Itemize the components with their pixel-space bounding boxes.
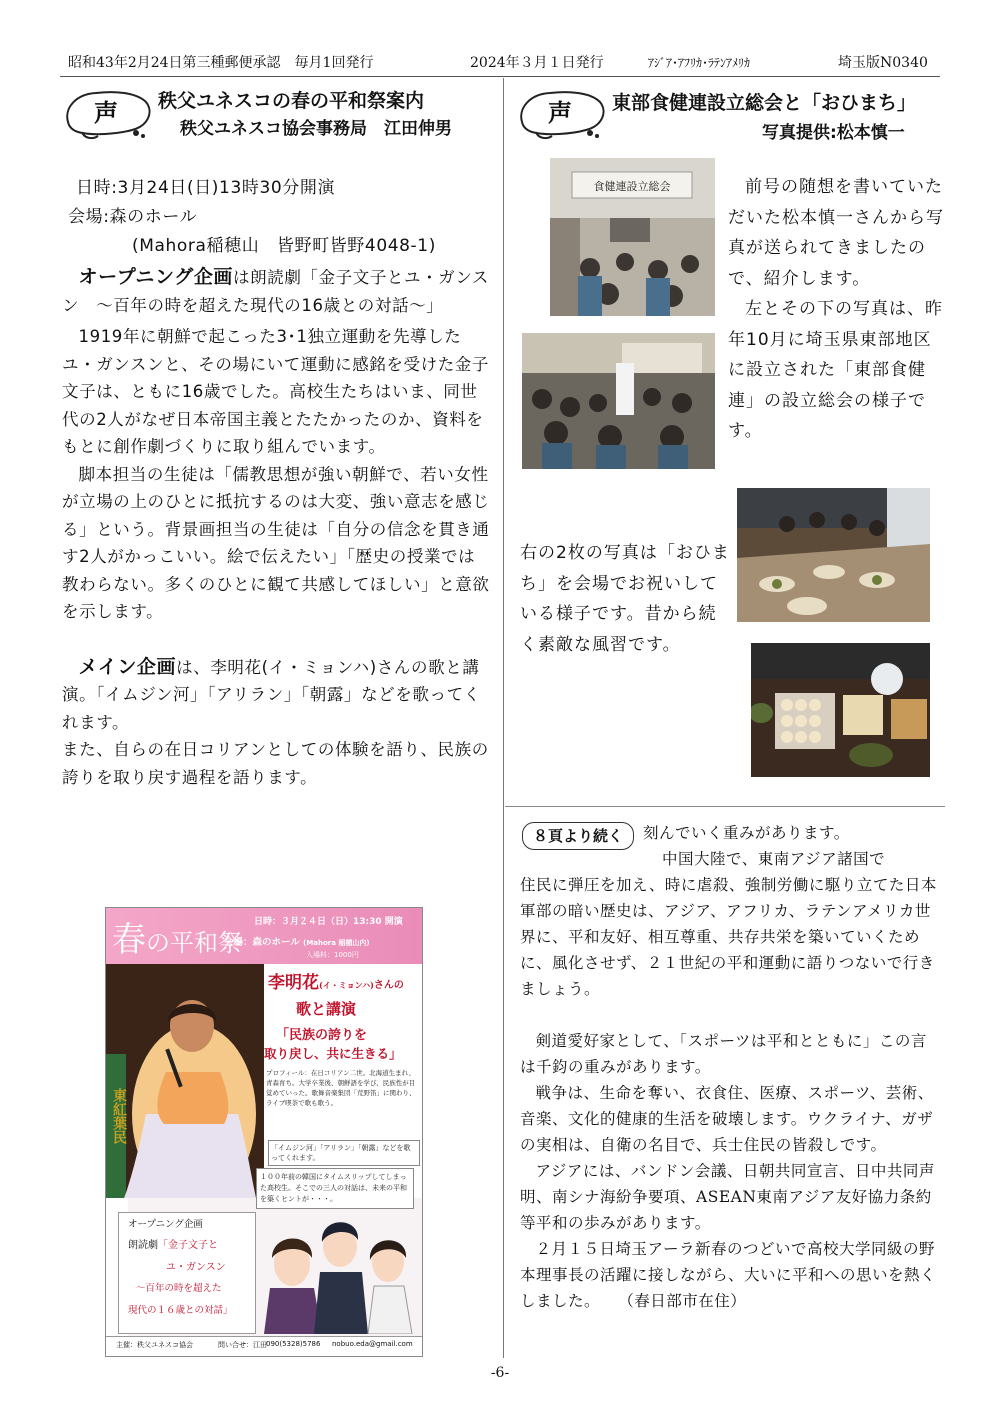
opening-text: は朗読劇「金子文子とユ・ガンスン ～百年の時を超えた現代の16歳との対話～」 [62,268,490,315]
poster-play-line-2: ユ・ガンスン [166,1262,226,1273]
caption-meeting: 左とその下の写真は、昨年10月に埼玉県東部地区に設立された「東部食健連」の設立総会の様子です。 [728,299,943,441]
poster-songs: 「イムジン河」「アリラン」「朝露」などを歌ってくれます。 [268,1140,420,1166]
event-venue: 会場:森のホール [68,207,198,227]
poster-footer-phone: 090(5328)5786 [266,1340,321,1348]
continued-from-tag: ８頁より続く [522,822,634,850]
poster-footer-host: 主催：秩父ユネスコ協会 [116,1341,193,1349]
continued-paragraph-1: 住民に弾圧を加え、時に虐殺、強制労働に駆り立てた日本軍部の暗い歴史は、アジア、アフリカ、ラテンアメリカ世界に、平和友好、相互尊重、共存共栄を築いていくために、風化させず、２１世紀の平和運動に語りつないで行きましょう。 [520,876,937,998]
event-details [62,174,490,261]
poster-profile: プロフィール：在日コリアン二世。北海道生まれ、青森育ち。大学卒業後、朝鮮語を学び、民族性が目覚めていった。歌舞音楽集団「荒野笛」に関わり、ライブ喫茶で歌も歌う。 [266,1069,416,1107]
edition-number: 埼玉版N0340 [838,55,928,71]
meeting-photo-2 [522,333,715,469]
singer-photo [106,964,264,1198]
poster-title-a: 春 [112,920,146,960]
author-residence: （春日部市在住） [626,1292,747,1310]
publication-series: ｱｼﾞｱ･ｱﾌﾘｶ･ﾗﾃﾝｱﾒﾘｶ [648,56,751,70]
continued-line-2: 中国大陸で、東南アジア諸国で [662,850,886,868]
left-article-body [62,264,490,791]
poster-theme-2: 取り戻し、共に生きる」 [264,1046,402,1061]
poster-banner-text: 東紅葉民 [111,1088,127,1144]
continued-paragraph-5-text: ２月１５日埼玉アーラ新春のつどいで高校大学同級の野本理事長の活躍に接しながら、大いに平和への思いを熱くしました。 [520,1240,937,1310]
main-text: は、李明花(イ・ミョンハ)さんの歌と講演。「イムジン河」「アリラン」「朝露」などを歌ってくれます。 [62,657,481,732]
continued-paragraph-2: 剣道愛好家として、「スポーツは平和とともに」この言は千鈞の重みがあります。 [520,1032,927,1076]
column-divider [503,78,504,1358]
poster-play-line-4: 現代の１６歳との対話」 [128,1305,233,1316]
continued-paragraph-4: アジアには、バンドン会議、日朝共同宣言、日中共同声明、南シナ海紛争要項、ASEAN東南アジア友好協力条約等平和の歩みがあります。 [520,1162,935,1232]
voice-badge-icon [62,86,154,142]
poster-singer [268,968,404,993]
poster-venue-text: 会場：森のホール [224,937,300,948]
continued-line-1: 刻んでいく重みがあります。 [643,824,850,842]
poster-footer-email: nobuo.eda@gmail.com [332,1340,413,1348]
poster-play-line-1 [128,1236,218,1251]
right-section-rule [505,806,945,807]
ohimachi-photo-1 [737,488,930,622]
paragraph-experience: また、自らの在日コリアンとしての体験を語り、民族の誇りを取り戻す過程を語ります。 [62,740,489,787]
poster-reading-prefix: 朗読劇 [128,1240,158,1251]
left-article-byline: 秩父ユネスコ協会事務局 江田伸男 [180,119,452,139]
continued-paragraph-3: 戦争は、生命を奪い、衣食住、医療、スポーツ、芸術、音楽、文化的健康的生活を破壊します。ウクライナ、ガザの実相は、自衛の名目で、兵士住民の皆殺しです。 [520,1084,934,1154]
poster-theme-1: 「民族の誇りを [276,1028,368,1043]
poster-opening-label: オープニング企画 [128,1219,203,1230]
poster-singer-suffix: さんの [373,980,404,991]
photo-banner-text: 食健連設立総会 [593,180,671,193]
poster-talk-title: 歌と講演 [296,1000,357,1018]
poster-singer-reading: (イ・ミョンハ) [319,980,374,990]
poster-illustration [256,1206,418,1334]
voice-badge-icon [516,86,608,142]
event-venue-detail: (Mahora稲穂山 皆野町皆野4048-1) [132,236,436,256]
poster-fee: 入場料：1000円 [306,951,359,959]
caption-ohimachi: 右の2枚の写真は「おひまち」を会場でお祝いしている様子です。昔から続く素敵な風習です。 [520,543,730,655]
poster-footer-contact: 問い合せ：江田 [218,1341,267,1349]
poster-date-text: 日時：３月２４日（日）13:30 [254,917,382,927]
voice-badge-label: 声 [548,99,572,127]
event-date: 日時:3月24日(日)13時30分開演 [76,178,336,198]
poster-title [112,912,242,961]
main-lead: メイン企画 [78,655,177,678]
voice-badge-label: 声 [94,99,118,127]
poster-open-note: 開演 [384,917,403,927]
poster-singer-name: 李明花 [268,973,319,993]
continued-paragraph-5 [520,1236,942,1314]
poster-venue [224,934,370,948]
paragraph-history: 1919年に朝鮮で起こった3･1独立運動を先導したユ・ガンスンと、その場にいて運動に感銘を受けた金子文子は、ともに16歳でした。高校生たちはいま、同世代の2人がなぜ日本帝国主義とたたかったのか、資料をもとに創作劇づくりに取り組んでいます。 [62,327,490,456]
issue-date: 2024年３月１日発行 [470,55,604,71]
poster-play-1: 「金子文子と [158,1240,218,1251]
opening-paragraph [62,264,490,319]
right-article-credit: 写真提供:松本慎一 [762,123,905,143]
continued-body [520,872,942,1314]
poster-title-b: の平和祭 [146,929,242,957]
poster-date [254,914,403,927]
main-paragraph [62,654,490,737]
poster-time-slip: １００年前の韓国にタイムスリップしてしまった高校生。そこでの三人の対話は、未来の平和を築くヒントが・・・。 [256,1168,414,1209]
poster-play-line-3: ～百年の時を超えた [136,1283,222,1294]
poster-venue-note: (Mahora 稲穂山内) [303,939,370,947]
event-poster [105,907,423,1357]
right-article-title: 東部食健連設立総会と「おひまち」 [612,92,917,114]
ohimachi-photo-2 [751,643,930,777]
left-article-title: 秩父ユネスコの春の平和祭案内 [158,90,425,112]
page-number: -6- [490,1365,510,1381]
meeting-photo-1 [550,158,715,316]
postal-permit: 昭和43年2月24日第三種郵便承認 毎月1回発行 [68,55,374,71]
header-rule [60,76,940,77]
opening-lead: オープニング企画 [78,266,234,288]
paragraph-students: 脚本担当の生徒は「儒教思想が強い朝鮮で、若い女性が立場の上のひとに抵抗するのは大変、強い意志を感じる」という。背景画担当の生徒は「自分の信念を貫き通す2人がかっこいい。絵で伝えたい」「歴史の授業では教わらない。多くのひとに観て共感してほしい」と意欲を示します。 [62,464,490,621]
caption-intro: 前号の随想を書いていただいた松本慎一さんから写真が送られてきましたので、紹介します。 [728,177,944,289]
